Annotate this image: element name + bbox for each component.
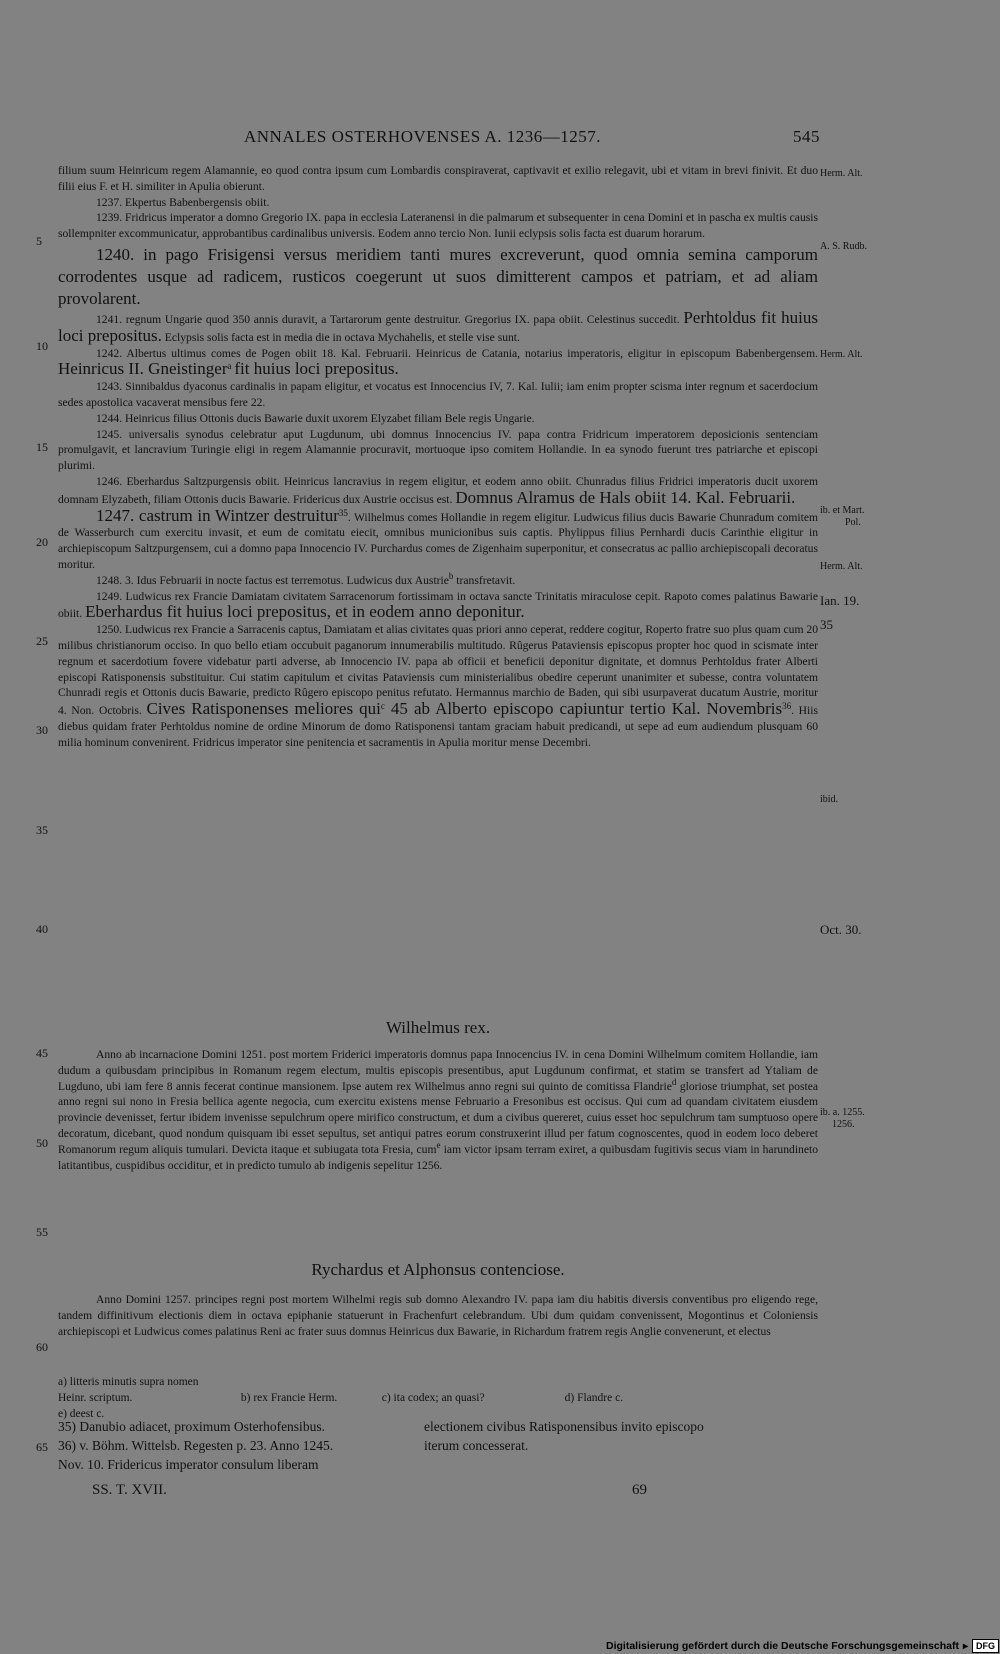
series-signature: SS. T. XVII. (92, 1482, 167, 1498)
footnote: 36) v. Böhm. Wittelsb. Regesten p. 23. Anno 1245. (58, 1438, 334, 1453)
paragraph: 1237. Ekpertus Babenbergensis obiit. (96, 195, 270, 209)
entry-text: 1250. Ludwicus rex Francie a Sarracenis captus, Damiatam et alias civitates quas priori anno ceperat, reddere cogitur, Roperto fratre suo plus quam cum 20 milibus christianorum occiso. In quo bello etiam occubuit paganorum innumerabilis multitudo. Rûgerus Pataviensis episcopus propter hoc quod in scismate inter regnum et sacerdotium fovere videbatur parti adverse, ab Innocencio IV. papa ab officii et beneficii deponitur dignitate, et domnus Perhtoldus frater Alberti episcopi Ratisponensis substituitur. Cui statim capitulum et civitas Pataviensis cum ministerialibus obedire ceperunt unanimiter et subesse, contra voluntatem Chunradi regis et Ottonis ducis Bawarie, predicto Rûgero episcopo penitus refutato. Hermannus marchio de Baden, qui sibi usurpaverat ducatum Austrie, moritur 4. Non. Octobris. (58, 623, 818, 718)
entry-text: 1249. Ludwicus rex Francie Damiatam civitatem Sarracenorum fortissimam in octava sancte Trinitatis miraculose cepit. Rapoto comes palatinus Bawarie obiit. (58, 589, 818, 621)
margin-note: Oct. 30. (820, 922, 862, 937)
margin-note: A. S. Rudb. (820, 241, 867, 252)
textual-notes (58, 1374, 818, 1422)
line-number: 40 (36, 922, 48, 936)
paragraph (58, 474, 818, 508)
margin-note: Ian. 19. (820, 593, 860, 608)
margin-note: ib. a. 1255. (820, 1107, 865, 1118)
entry-text-large: Cives Ratisponenses meliores qui (146, 699, 381, 719)
footnote: 35) Danubio adiacet, proximum Osterhofensibus. (58, 1419, 325, 1434)
running-header (60, 127, 820, 151)
paragraph (58, 505, 818, 573)
entry-text: . Wilhelmus comes Hollandie in regem eligitur. Ludwicus filius ducis Bawarie Chunradum comitem de Wasserburch cum exercitu invasit, et eum de comitatu eiecit, omnibus municionibus suis captis. Phylippus filius Pernhardi ducis Carinthie eligitur in archiepiscopum Saltzpurgensem, cui a domno papa Innocencio IV. Purchardus comes de Zigenhaim superponitur, et consecratus ac pallio archiepiscopali decoratus moritur. (58, 510, 818, 571)
annals-text-wilhelmus (58, 1047, 818, 1173)
entry-text: 1242. Albertus ultimus comes de Pogen obiit 18. Kal. Februarii. Heinricus de Catania, notarius imperatoris, eligitur in episcopum Babenbergensem. (96, 346, 818, 360)
note-mark: d (671, 1076, 677, 1087)
entry-text: Eclypsis solis facta est in media die in octava Mychahelis, et stelle vise sunt. (164, 330, 520, 344)
entry-text-large: 1247. castrum in Wintzer destruitur (96, 505, 339, 525)
margin-note: 1256. (832, 1119, 855, 1130)
entry-text: iam victor ipsam terram exiret, a quibusdam fugitivis secus viam in harundineto latitantibus, cuspidibus occiditur, et in predicto tumulo ab indigenis sepelitur 1256. (58, 1142, 818, 1172)
paragraph-large: 1240. in pago Frisigensi versus meridiem tanti mures excreverunt, quod omnia semina camporum corrodentes usque ad radicem, rusticos coegerunt ut suos dimitterent campos et patriam, et ad aliam provolarent. (58, 244, 818, 308)
entry-text: 1241. regnum Ungarie quod 350 annis duravit, a Tartarorum gente destruitur. Gregorius IX. papa obiit. Celestinus succedit. (96, 312, 680, 326)
line-number: 60 (36, 1340, 48, 1354)
textual-note: e) deest c. (58, 1408, 105, 1420)
note-mark: b (448, 570, 454, 581)
header-title: ANNALES OSTERHOVENSES A. 1236—1257. (244, 127, 602, 146)
credit-text: Digitalisierung gefördert durch die Deutsche Forschungsgemeinschaft (606, 1640, 959, 1652)
textual-note: a) litteris minutis supra nomen Heinr. scriptum. (58, 1376, 199, 1404)
line-number: 25 (36, 634, 48, 648)
entry-text-large: Domnus Alramus de Hals obiit 14. Kal. Februarii. (455, 487, 796, 507)
paragraph: 1244. Heinricus filius Ottonis ducis Bawarie duxit uxorem Elyzabet filiam Bele regis Ungarie. (96, 411, 535, 425)
note-mark: e (436, 1139, 441, 1150)
annals-text (58, 163, 818, 751)
paragraph: 1243. Sinnibaldus dyaconus cardinalis in papam eligitur, et vocatus est Innocencius IV, 7. Kal. Iulii; iam enim propter scisma inter regnum et sacerdocium sedes apostolica vacaverat mensibus fere 22. (58, 380, 818, 409)
entry-text-large: Eberhardus fit huius loci prepositus, et in eodem anno deponitur. (85, 602, 525, 622)
footnote-mark: 36 (782, 701, 792, 712)
line-number: 15 (36, 440, 48, 454)
note-mark: a (227, 361, 232, 372)
sheet-number: 69 (632, 1482, 647, 1498)
paragraph: Anno Domini 1257. principes regni post mortem Wilhelmi regis sub domno Alexandro IV. papa iam diu habitis diversis conventibus pro eligendo rege, tandem diffinitivum electionis diem in octava epiphanie statuerunt in Frachenfurt celebrandum. Ubi dum quidam convenissent, Mogontinus et Coloniensis archiepiscopi et Ludwicus comes palatinus Reni ac frater suus domnus Heinricus dux Bawarie, in Richardum fratrem regis Anglie convenerunt, et electus (58, 1293, 818, 1338)
paragraph (58, 589, 818, 623)
entry-text: 1248. 3. Idus Februarii in nocte factus est terremotus. Ludwicus dux Austrie (96, 573, 449, 587)
entry-text: transfretavit. (453, 573, 516, 587)
entry-text-large: fit huius loci prepositus. (234, 359, 399, 379)
line-number: 45 (36, 1046, 48, 1060)
paragraph: filium suum Heinricum regem Alamannie, eo quod contra ipsum cum Lombardis conspiraverat, captivavit et exilio relegavit, ubi et vitam in brevi finivit. Et duo filii eius F. et H. similiter in Apulia obierunt. (58, 164, 818, 193)
paragraph (58, 1047, 818, 1173)
margin-note: Herm. Alt. (820, 349, 863, 360)
line-number: 20 (36, 535, 48, 549)
line-number: 10 (36, 339, 48, 353)
margin-note: Pol. (845, 517, 861, 528)
textual-note: b) rex Francie Herm. (240, 1392, 338, 1404)
entry-text: Anno ab incarnacione Domini 1251. post mortem Friderici imperatoris domnus papa Innocencius IV. in cena Domini Wilhelmum comitem Hollandie, iam dudum a quibusdam principibus in Romanum regem electum, multis episcopis presentibus, aput Lugdunum confirmat, et statim se transfert ad Ytaliam de Lugduno, ubi iam fere 8 annis fecerat continue mansionem. Ipse autem rex Wilhelmus anno regni sui quinto de comitissa Flandrie (58, 1048, 818, 1093)
line-number: 50 (36, 1136, 48, 1150)
entry-text: gloriose triumphat, set postea anno regni sui nono in Fresia bellica agente negocia, cum exercitu existens mense Februario a Fresonibus est occisus. Qui cum ad quandam civitatem eiusdem provincie devenisset, fertur ibidem invenisse sepulchrum opere mirifico constructum, et dum a civibus quereret, cuius esset hoc sepulchrum tam sumptuoso opere decoratum, dicebant, quod nondum quisquam ibi esset sepultus, set antiqui patres eorum construxerint illud per fatum cognoscentes, quod in eodem loco deberet Romanorum regum aliquis tumulari. Devicta itaque et subiugata tota Fresia, cum (58, 1079, 819, 1156)
textual-note: d) Flandre c. (564, 1392, 624, 1404)
line-number: 65 (36, 1440, 48, 1454)
footnote-continued: iterum concesserat. (424, 1438, 529, 1453)
line-number: 5 (36, 234, 42, 248)
margin-note: ib. et Mart. (820, 505, 865, 516)
note-mark: c (380, 701, 385, 712)
paragraph: 1245. universalis synodus celebratur aput Lugdunum, ubi domnus Innocencius IV. papa contra Fridricum imperatorem deposicionis sentenciam promulgavit, et lancravium Turingie eligi in regem Alamannie procuravit, mortuoque ipso comitem Hollandie. In ea synodo fuerunt tres patriarche et episcopi plurimi. (58, 427, 818, 473)
line-number: 55 (36, 1225, 48, 1239)
digitization-credit (606, 1638, 1000, 1654)
dfg-logo: DFG (972, 1639, 999, 1653)
margin-note: Herm. Alt. (820, 168, 863, 179)
margin-note: ibid. (820, 794, 839, 805)
paragraph: 1239. Fridricus imperator a domno Gregorio IX. papa in ecclesia Lateranensi in die palmarum et subsequenter in cena Domini et in pascha ex multis causis sollempniter excommunicatur, approbantibus cardinalibus universis. Eodem anno tercio Non. Iunii eclypsis solis facta est duarum horarum. (58, 211, 818, 241)
footnote: Nov. 10. Fridericus imperator consulum liberam (58, 1457, 319, 1472)
footnote-continued: electionem civibus Ratisponensibus invito episcopo (424, 1419, 704, 1434)
margin-note: Herm. Alt. (820, 561, 863, 572)
entry-text-large: 45 ab Alberto episcopo capiuntur tertio Kal. Novembris (384, 699, 783, 719)
arrow-icon: ▸ (962, 1640, 969, 1652)
textual-note: c) ita codex; an quasi? (381, 1392, 485, 1404)
paragraph (58, 570, 818, 589)
section-heading: Wilhelmus rex. (385, 1018, 491, 1037)
section-heading: Rychardus et Alphonsus contenciose. (311, 1260, 565, 1279)
entry-text: . Hiis diebus quidam frater Perhtoldus nomine de ordine Minorum de domo Ratisponensi tantam graciam habuit predicandi, ut sepe ad eum audiendum plusquam 60 milia hominum convenirent. Fridricus imperator sine penitencia et sacramentis in Apulia moritur mense Decembri. (58, 704, 819, 749)
annals-text-rychardus (58, 1292, 818, 1339)
paragraph (58, 622, 818, 750)
page-number: 545 (793, 127, 820, 146)
entry-text-large: Heinricus II. Gneistinger (58, 359, 228, 379)
paragraph (58, 346, 818, 380)
line-number: 35 (36, 823, 48, 837)
footnote-mark: 35 (338, 507, 348, 518)
paragraph (58, 307, 819, 346)
margin-note: 35 (820, 617, 833, 632)
entry-text-large: Perhtoldus fit huius loci prepositus. (58, 307, 819, 345)
entry-text: 1246. Eberhardus Saltzpurgensis obiit. Heinricus lancravius in regem eligitur, et eodem anno obiit. Chunradus filius Fridrici imperatoris ducit uxorem domnam Elyzabeth, filiam Ottonis ducis Bawarie. Fridericus dux Austrie occisus est. (58, 474, 818, 506)
line-number: 30 (36, 723, 48, 737)
